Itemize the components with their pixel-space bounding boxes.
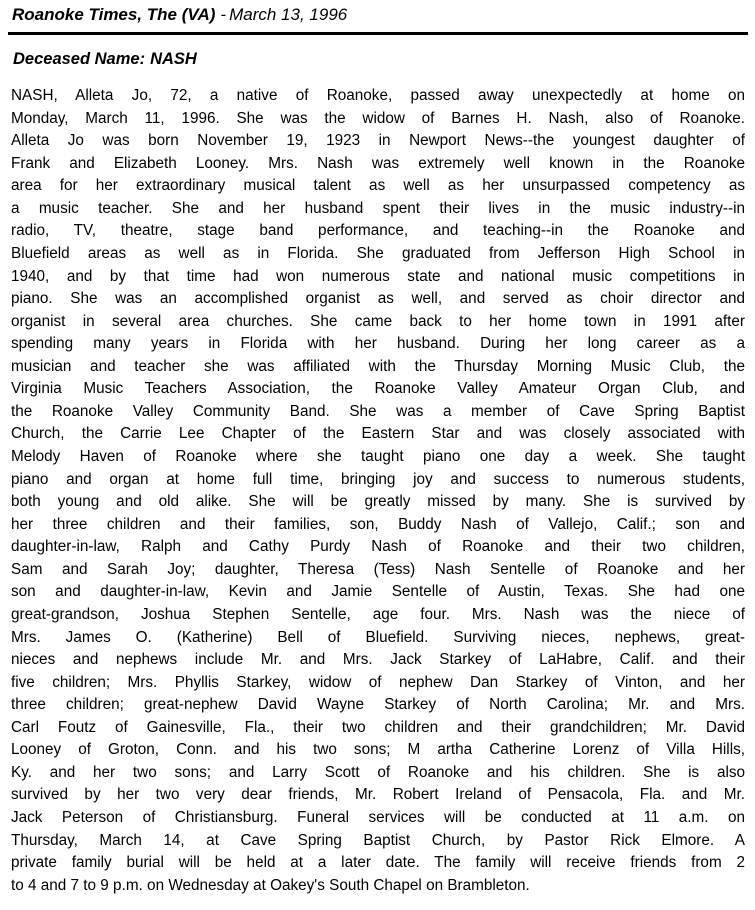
deceased-name-line	[13, 48, 745, 70]
obituary-line: Ky. and her two sons; and Larry Scott of Roanoke and his children. She is also	[11, 763, 745, 781]
obituary-body	[11, 85, 745, 897]
obituary-line: Looney of Groton, Conn. and his two sons; M artha Catherine Lorenz of Villa Hills,	[11, 741, 745, 759]
obituary-line: Monday, March 11, 1996. She was the widow of Barnes H. Nash, also of Roanoke.	[11, 109, 745, 127]
masthead-separator: -	[220, 5, 227, 24]
obituary-line: Jack Peterson of Christiansburg. Funeral services will be conducted at 11 a.m. on	[11, 809, 745, 826]
obituary-line: daughter-in-law, Ralph and Cathy Purdy Nash of Roanoke and their two children,	[11, 538, 745, 556]
horizontal-rule	[8, 32, 748, 35]
masthead	[12, 4, 745, 25]
obituary-line: Melody Haven of Roanoke where she taught piano one day a week. She taught	[11, 448, 745, 465]
obituary-line: Frank and Elizabeth Looney. Mrs. Nash was extremely well known in the Roanoke	[11, 154, 745, 172]
obituary-line: survived by her two very dear friends, Mr. Robert Ireland of Pensacola, Fla. and Mr.	[11, 786, 745, 804]
obituary-line: Sam and Sarah Joy; daughter, Theresa (Tess) Nash Sentelle of Roanoke and her	[11, 560, 745, 578]
obituary-line: radio, TV, theatre, stage band performance, and teaching--in the Roanoke and	[11, 222, 745, 240]
deceased-name-value: NASH	[150, 50, 197, 68]
obituary-line: 1940, and by that time had won numerous state and national music competitions in	[11, 267, 745, 285]
obituary-line: Bluefield areas as well as in Florida. She graduated from Jefferson High School in	[11, 244, 745, 262]
obituary-line: spending many years in Florida with her husband. During her long career as a	[11, 335, 745, 353]
obituary-line: organist in several area churches. She came back to her home town in 1991 after	[11, 312, 745, 330]
obituary-line: son and daughter-in-law, Kevin and Jamie Sentelle of Austin, Texas. She had one	[11, 583, 745, 601]
obituary-line: musician and teacher she was affiliated with the Thursday Morning Music Club, the	[11, 357, 745, 375]
obituary-line: Church, the Carrie Lee Chapter of the Eastern Star and was closely associated with	[11, 425, 745, 443]
obituary-line: great-grandson, Joshua Stephen Sentelle, age four. Mrs. Nash was the niece of	[11, 605, 745, 623]
obituary-line: a music teacher. She and her husband spent their lives in the music industry--in	[11, 199, 745, 217]
deceased-name-label: Deceased Name:	[13, 50, 146, 68]
obituary-line: private family burial will be held at a later date. The family will receive friends from 2	[11, 854, 745, 872]
obituary-line: Virginia Music Teachers Association, the Roanoke Valley Amateur Organ Club, and	[11, 380, 745, 398]
obituary-line: to 4 and 7 to 9 p.m. on Wednesday at Oakey's South Chapel on Brambleton.	[11, 876, 530, 894]
obituary-line: Thursday, March 14, at Cave Spring Baptist Church, by Pastor Rick Elmore. A	[11, 831, 745, 849]
obituary-line: five children; Mrs. Phyllis Starkey, widow of nephew Dan Starkey of Vinton, and her	[11, 673, 745, 691]
publication-title: Roanoke Times, The (VA)	[12, 5, 216, 24]
obituary-line: Carl Foutz of Gainesville, Fla., their two children and their grandchildren; Mr. David	[11, 718, 745, 736]
obituary-line: Mrs. James O. (Katherine) Bell of Bluefield. Surviving nieces, nephews, great-	[11, 628, 745, 646]
obituary-line: nieces and nephews include Mr. and Mrs. Jack Starkey of LaHabre, Calif. and their	[11, 651, 745, 669]
obituary-line: the Roanoke Valley Community Band. She was a member of Cave Spring Baptist	[11, 402, 745, 420]
obituary-line: piano and organ at home full time, bringing joy and success to numerous students,	[11, 470, 745, 488]
obituary-line: three children; great-nephew David Wayne Starkey of North Carolina; Mr. and Mrs.	[11, 696, 745, 714]
obituary-line: area for her extraordinary musical talent as well as her unsurpassed competency as	[11, 177, 745, 195]
obituary-line: her three children and their families, son, Buddy Nash of Vallejo, Calif.; son and	[11, 515, 745, 533]
publication-date: March 13, 1996	[229, 5, 348, 24]
obituary-line: piano. She was an accomplished organist as well, and served as choir director and	[11, 290, 745, 308]
obituary-line: Alleta Jo was born November 19, 1923 in Newport News--the youngest daughter of	[11, 132, 745, 150]
obituary-line: both young and old alike. She will be greatly missed by many. She is survived by	[11, 493, 745, 511]
obituary-line: NASH, Alleta Jo, 72, a native of Roanoke, passed away unexpectedly at home on	[11, 87, 745, 104]
